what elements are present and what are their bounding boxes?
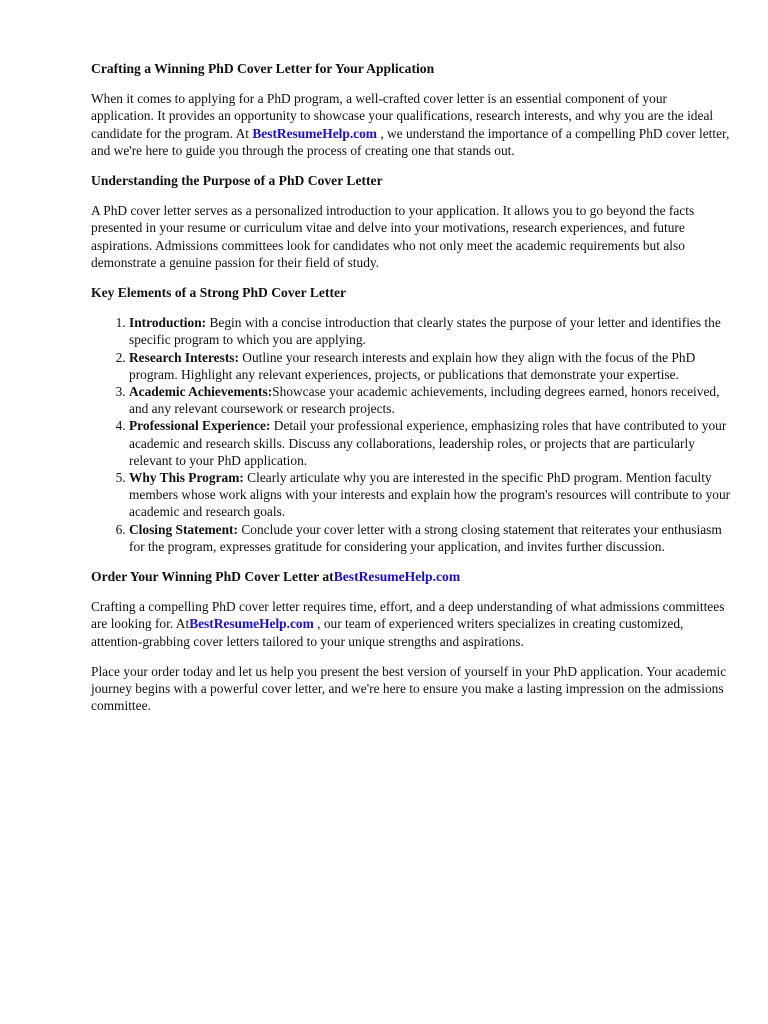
list-item-text: Begin with a concise introduction that clearly states the purpose of your letter and identifies the specific program to which you are applying. xyxy=(129,315,721,348)
list-item-text: Detail your professional experience, emphasizing roles that have contributed to your academic and research skills. Discuss any collaborations, leadership roles, or projects that are particularly relevant to your PhD application. xyxy=(129,418,727,468)
list-item xyxy=(129,314,731,348)
list-item-term: Research Interests: xyxy=(129,349,239,365)
list-item-term: Academic Achievements: xyxy=(129,384,273,400)
order-p1-after: , our team of experienced writers specializes in creating customized, attention-grabbing cover letters tailored to your unique strengths and aspirations. xyxy=(91,616,684,649)
list-item-text: Outline your research interests and explain how they align with the focus of the PhD program. Highlight any relevant experiences, projects, or publications that demonstrate your expertise. xyxy=(129,349,696,382)
intro-paragraph xyxy=(91,90,731,159)
section-heading-key-elements: Key Elements of a Strong PhD Cover Letter xyxy=(91,285,347,301)
list-item xyxy=(129,417,731,469)
list-item-text: Showcase your academic achievements, including degrees earned, honors received, and any relevant coursework or research projects. xyxy=(129,384,720,417)
order-p1-before: Crafting a compelling PhD cover letter requires time, effort, and a deep understanding of what admissions committees are looking for. At xyxy=(91,599,725,632)
list-item xyxy=(129,521,731,555)
section-heading-order xyxy=(91,568,731,585)
intro-text-before: When it comes to applying for a PhD program, a well-crafted cover letter is an essential component of your application. It provides an opportunity to showcase your qualifications, research interests, and why you are the ideal candidate for the program. At xyxy=(91,91,714,141)
section-heading-purpose: Understanding the Purpose of a PhD Cover Letter xyxy=(91,173,383,189)
intro-site-link[interactable]: BestResumeHelp.com xyxy=(252,125,377,141)
list-item-text: Conclude your cover letter with a strong closing statement that reiterates your enthusiasm for the program, expresses gratitude for considering your application, and invites further discussion. xyxy=(129,521,722,554)
list-item-term: Closing Statement: xyxy=(129,521,238,537)
document-page xyxy=(91,60,731,728)
document-title: Crafting a Winning PhD Cover Letter for Your Application xyxy=(91,61,435,76)
order-p1-link[interactable]: BestResumeHelp.com xyxy=(189,616,314,632)
order-heading-link[interactable]: BestResumeHelp.com xyxy=(333,569,461,585)
list-item xyxy=(129,349,731,383)
order-paragraph-2: Place your order today and let us help you present the best version of yourself in your PhD application. Your academic journey begins with a powerful cover letter, and we're here to ensure you make a lasting impression on the admissions committee. xyxy=(91,663,727,714)
purpose-paragraph: A PhD cover letter serves as a personalized introduction to your application. It allows you to go beyond the facts presented in your resume or curriculum vitae and delve into your motivations, research experiences, and future aspirations. Admissions committees look for candidates who not only meet the academic requirements but also demonstrate a genuine passion for their field of study. xyxy=(91,203,695,270)
order-paragraph-1 xyxy=(91,598,731,650)
list-item-term: Why This Program: xyxy=(129,470,244,486)
intro-text-after: , we understand the importance of a compelling PhD cover letter, and we're here to guide you through the process of creating one that stands out. xyxy=(91,125,730,158)
list-item xyxy=(129,469,731,521)
list-item-text: Clearly articulate why you are interested in the specific PhD program. Mention faculty members whose work aligns with your interests and explain how the program's resources will contribute to your academic and research goals. xyxy=(129,470,731,520)
key-elements-list xyxy=(91,314,731,555)
list-item-term: Introduction: xyxy=(129,315,207,331)
list-item xyxy=(129,383,731,417)
list-item-term: Professional Experience: xyxy=(129,418,271,434)
order-heading-text: Order Your Winning PhD Cover Letter at xyxy=(91,569,334,585)
